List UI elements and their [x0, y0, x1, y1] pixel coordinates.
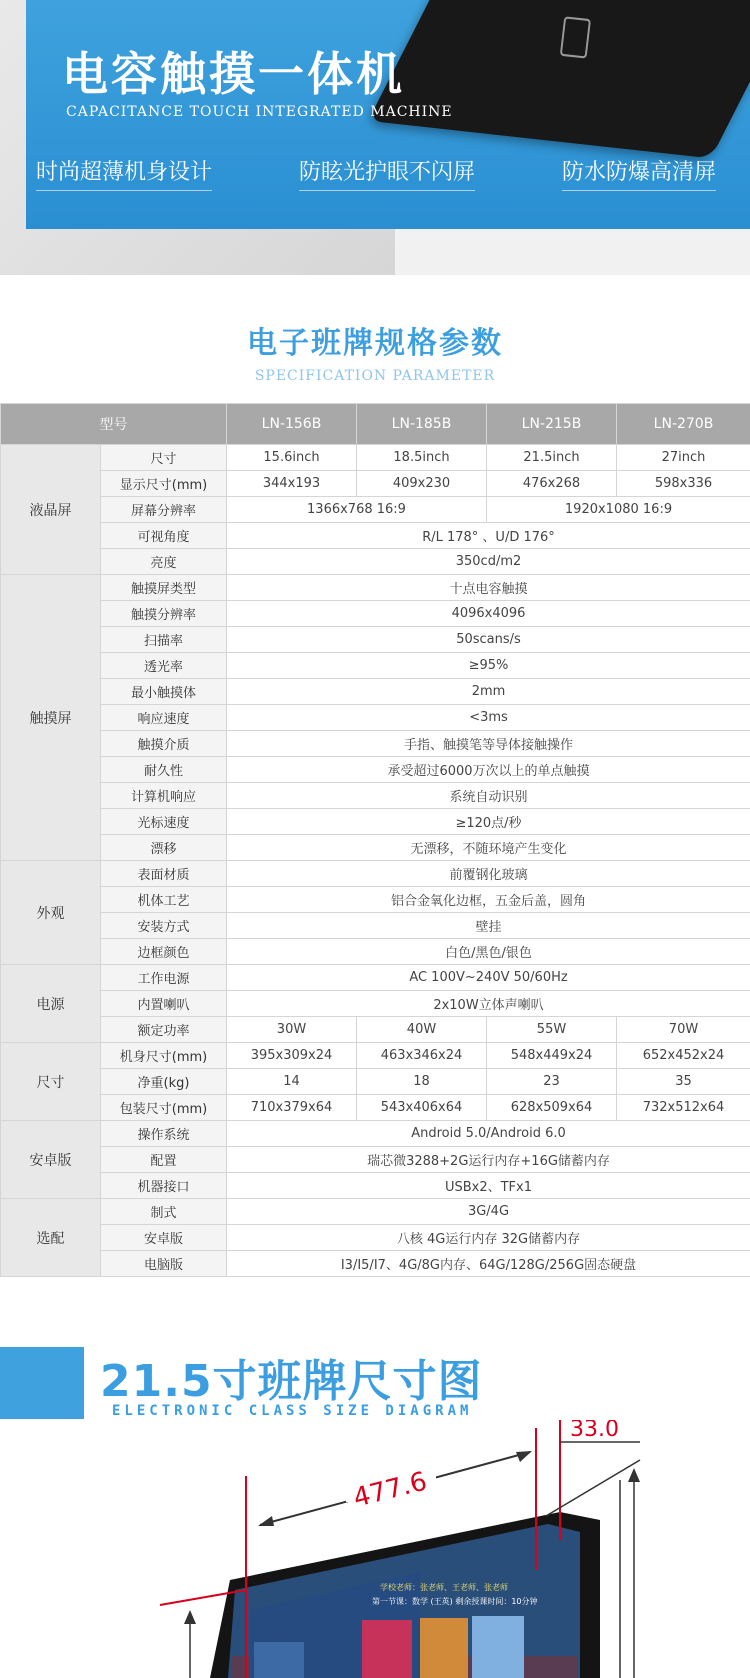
table-cell: 628x509x64: [487, 1095, 617, 1121]
spec-section-subtitle: SPECIFICATION PARAMETER: [254, 368, 496, 384]
table-header-row: [1, 404, 750, 445]
group-label-size: 尺寸: [1, 1043, 101, 1121]
table-cell: 手指、触摸笔等导体接触操作: [227, 731, 750, 757]
table-cell: 系统自动识别: [227, 783, 750, 809]
depth-dimension: [560, 1420, 640, 1442]
row-label: 工作电源: [101, 965, 227, 991]
table-cell: 476x268: [487, 471, 617, 497]
diagram-accent-bar: [0, 1347, 84, 1419]
table-cell: 23: [487, 1069, 617, 1095]
table-cell: 承受超过6000万次以上的单点触摸: [227, 757, 750, 783]
table-cell: 15.6inch: [227, 445, 357, 471]
spec-table: [0, 403, 750, 1277]
table-cell: 395x309x24: [227, 1043, 357, 1069]
row-label: 净重(kg): [101, 1069, 227, 1095]
width-dimension-arrow: [258, 1451, 532, 1526]
table-cell: 598x336: [617, 471, 750, 497]
table-cell: 40W: [357, 1017, 487, 1043]
row-label: 光标速度: [101, 809, 227, 835]
row-label: 响应速度: [101, 705, 227, 731]
table-cell: 4096x4096: [227, 601, 750, 627]
table-row: [1, 523, 750, 549]
table-cell: 2x10W立体声喇叭: [227, 991, 750, 1017]
row-label: 屏幕分辨率: [101, 497, 227, 523]
table-cell: 409x230: [357, 471, 487, 497]
row-label: 操作系统: [101, 1121, 227, 1147]
table-cell: 35: [617, 1069, 750, 1095]
table-cell: 27inch: [617, 445, 750, 471]
table-row: [1, 939, 750, 965]
table-cell: 30W: [227, 1017, 357, 1043]
row-label: 电脑版: [101, 1251, 227, 1277]
hero-features: [36, 155, 716, 191]
table-cell: 无漂移，不随环境产生变化: [227, 835, 750, 861]
table-cell: 壁挂: [227, 913, 750, 939]
table-row: [1, 809, 750, 835]
table-row: [1, 1069, 750, 1095]
table-cell: 铝合金氧化边框，五金后盖，圆角: [227, 887, 750, 913]
table-row: [1, 549, 750, 575]
row-label: 边框颜色: [101, 939, 227, 965]
table-cell: 十点电容触摸: [227, 575, 750, 601]
table-row: [1, 887, 750, 913]
screen-photo: [472, 1616, 524, 1678]
table-cell: ≥120点/秒: [227, 809, 750, 835]
table-row: [1, 991, 750, 1017]
table-row: [1, 731, 750, 757]
table-row: [1, 757, 750, 783]
row-label: 扫描率: [101, 627, 227, 653]
group-label-touch: 触摸屏: [1, 575, 101, 861]
screen-text: 学校老师：张老师、王老师、张老师: [380, 1583, 508, 1592]
row-label: 包装尺寸(mm): [101, 1095, 227, 1121]
table-cell: 前覆钢化玻璃: [227, 861, 750, 887]
table-cell: 652x452x24: [617, 1043, 750, 1069]
hero-title: 电容触摸一体机: [62, 47, 405, 101]
hero-banner: [0, 0, 750, 275]
table-cell: 白色/黑色/银色: [227, 939, 750, 965]
table-row: [1, 783, 750, 809]
table-cell: 70W: [617, 1017, 750, 1043]
row-label: 可视角度: [101, 523, 227, 549]
row-label: 内置喇叭: [101, 991, 227, 1017]
table-cell: 瑞芯微3288+2G运行内存+16G储蓄内存: [227, 1147, 750, 1173]
table-row: [1, 1043, 750, 1069]
table-cell: <3ms: [227, 705, 750, 731]
model-column-header: LN-185B: [357, 404, 487, 445]
table-row: [1, 913, 750, 939]
row-label: 配置: [101, 1147, 227, 1173]
diagram-title: 21.5寸班牌尺寸图: [100, 1356, 483, 1407]
table-row: [1, 497, 750, 523]
table-row: [1, 445, 750, 471]
group-label-appearance: 外观: [1, 861, 101, 965]
nfc-reader-icon: [560, 16, 591, 58]
table-row: [1, 1173, 750, 1199]
spec-section-title: 电子班牌规格参数: [247, 326, 503, 361]
table-cell: 344x193: [227, 471, 357, 497]
table-row: [1, 653, 750, 679]
table-row: [1, 679, 750, 705]
group-label-options: 选配: [1, 1199, 101, 1277]
depth-dimension-label: 33.0: [570, 1420, 619, 1442]
hero-subtitle: CAPACITANCE TOUCH INTEGRATED MACHINE: [66, 104, 453, 120]
diagram-subtitle: ELECTRONIC CLASS SIZE DIAGRAM: [112, 1403, 473, 1419]
feature-item: 防眩光护眼不闪屏: [299, 155, 475, 191]
model-column-header: LN-270B: [617, 404, 750, 445]
table-cell: ≥95%: [227, 653, 750, 679]
screen-text: 第一节课：数学 (王英) 剩余授课时间：10分钟: [372, 1597, 538, 1606]
row-label: 触摸介质: [101, 731, 227, 757]
screen-photo: [420, 1618, 468, 1678]
table-row: [1, 861, 750, 887]
table-row: [1, 575, 750, 601]
table-row: [1, 1225, 750, 1251]
size-diagram: [0, 1420, 750, 1678]
table-cell: 732x512x64: [617, 1095, 750, 1121]
table-cell: USBx2、TFx1: [227, 1173, 750, 1199]
model-header: 型号: [1, 404, 227, 445]
group-label-android: 安卓版: [1, 1121, 101, 1199]
table-cell: 2mm: [227, 679, 750, 705]
table-row: [1, 1199, 750, 1225]
row-label: 尺寸: [101, 445, 227, 471]
table-cell: 八核 4G运行内存 32G储蓄内存: [227, 1225, 750, 1251]
table-row: [1, 1147, 750, 1173]
table-cell: 3G/4G: [227, 1199, 750, 1225]
table-row: [1, 471, 750, 497]
row-label: 制式: [101, 1199, 227, 1225]
row-label: 亮度: [101, 549, 227, 575]
row-label: 安装方式: [101, 913, 227, 939]
table-cell: R/L 178° 、U/D 176°: [227, 523, 750, 549]
table-cell: AC 100V~240V 50/60Hz: [227, 965, 750, 991]
row-label: 最小触摸体: [101, 679, 227, 705]
table-cell: 350cd/m2: [227, 549, 750, 575]
table-row: [1, 1095, 750, 1121]
table-cell: 14: [227, 1069, 357, 1095]
row-label: 触摸分辨率: [101, 601, 227, 627]
row-label: 显示尺寸(mm): [101, 471, 227, 497]
table-cell: 463x346x24: [357, 1043, 487, 1069]
row-label: 计算机响应: [101, 783, 227, 809]
table-cell: 1366x768 16:9: [227, 497, 487, 523]
row-label: 机身尺寸(mm): [101, 1043, 227, 1069]
row-label: 表面材质: [101, 861, 227, 887]
table-cell: 548x449x24: [487, 1043, 617, 1069]
feature-item: 防水防爆高清屏: [562, 155, 716, 191]
table-cell: Android 5.0/Android 6.0: [227, 1121, 750, 1147]
table-row: [1, 1017, 750, 1043]
table-row: [1, 705, 750, 731]
table-cell: 55W: [487, 1017, 617, 1043]
width-dimension-label: 477.6: [350, 1466, 430, 1514]
row-label: 耐久性: [101, 757, 227, 783]
table-cell: 543x406x64: [357, 1095, 487, 1121]
table-row: [1, 965, 750, 991]
row-label: 机器接口: [101, 1173, 227, 1199]
row-label: 机体工艺: [101, 887, 227, 913]
table-cell: I3/I5/I7、4G/8G内存、64G/128G/256G固态硬盘: [227, 1251, 750, 1277]
group-label-lcd: 液晶屏: [1, 445, 101, 575]
row-label: 额定功率: [101, 1017, 227, 1043]
feature-item: 时尚超薄机身设计: [36, 155, 212, 191]
table-row: [1, 1121, 750, 1147]
row-label: 透光率: [101, 653, 227, 679]
row-label: 安卓版: [101, 1225, 227, 1251]
group-label-power: 电源: [1, 965, 101, 1043]
table-cell: 18: [357, 1069, 487, 1095]
table-cell: 710x379x64: [227, 1095, 357, 1121]
model-column-header: LN-156B: [227, 404, 357, 445]
screen-tile: [362, 1620, 412, 1678]
table-cell: 21.5inch: [487, 445, 617, 471]
table-cell: 1920x1080 16:9: [487, 497, 750, 523]
screen-tile: [254, 1642, 304, 1678]
table-cell: 50scans/s: [227, 627, 750, 653]
table-row: [1, 1251, 750, 1277]
table-row: [1, 601, 750, 627]
row-label: 漂移: [101, 835, 227, 861]
table-row: [1, 835, 750, 861]
table-row: [1, 627, 750, 653]
table-cell: 18.5inch: [357, 445, 487, 471]
row-label: 触摸屏类型: [101, 575, 227, 601]
model-column-header: LN-215B: [487, 404, 617, 445]
